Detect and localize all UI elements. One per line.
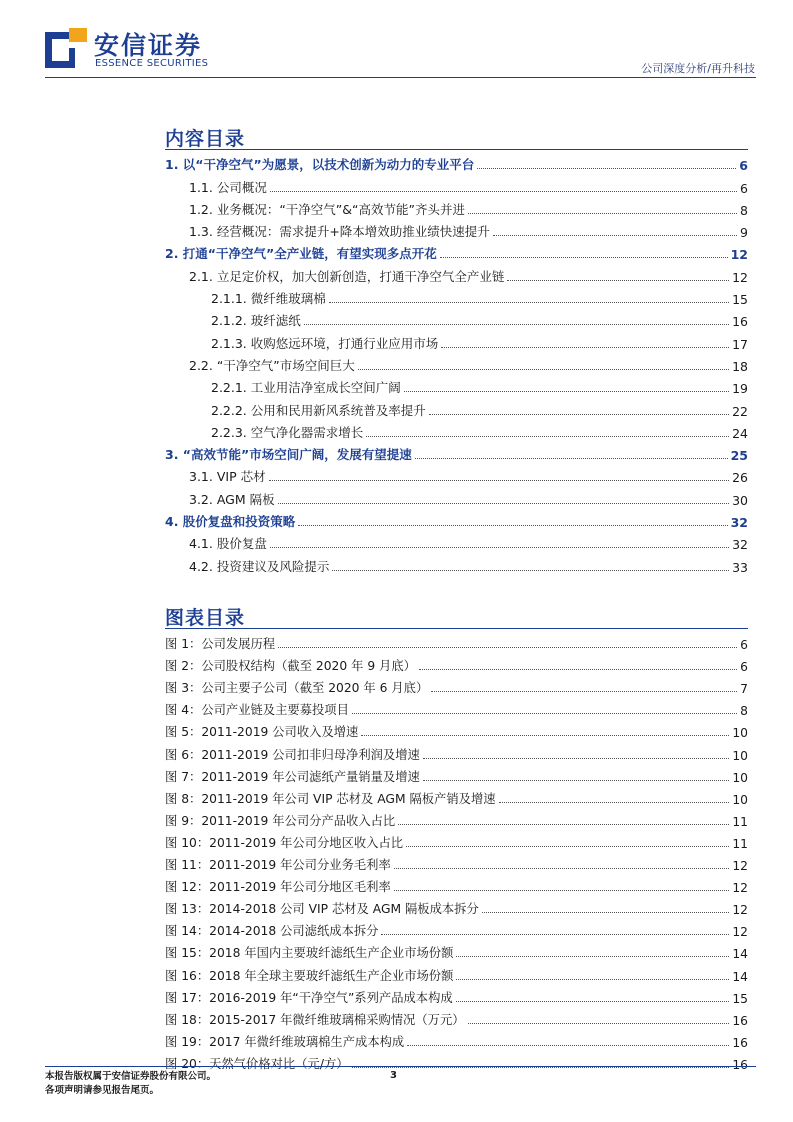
toc-entry-label: 4. 股价复盘和投资策略 xyxy=(165,514,296,530)
dot-leader xyxy=(441,347,729,348)
figure-entry-label: 图 8：2011-2019 年公司 VIP 芯材及 AGM 隔板产销及增速 xyxy=(165,791,496,806)
figure-entry-label: 图 15：2018 年国内主要玻纤滤纸生产企业市场份额 xyxy=(165,946,454,961)
dot-leader xyxy=(429,414,729,415)
figure-entry[interactable] xyxy=(165,1050,748,1072)
dot-leader xyxy=(332,570,729,571)
toc-entry-label: 1.2. 业务概况：“干净空气”&“高效节能”齐头并进 xyxy=(189,201,465,217)
figure-entry[interactable] xyxy=(165,873,748,895)
figure-entry[interactable] xyxy=(165,630,748,652)
toc-entry-page: 12 xyxy=(730,247,748,263)
toc-entry-label: 2.2.3. 空气净化器需求增长 xyxy=(211,424,364,440)
dot-leader xyxy=(404,391,729,392)
lof-title-divider xyxy=(165,628,748,629)
figure-entry-label: 图 3：公司主要子公司（截至 2020 年 6 月底） xyxy=(165,681,429,696)
dot-leader xyxy=(468,1023,730,1024)
toc-entry-page: 22 xyxy=(732,403,748,419)
figure-entry-page: 12 xyxy=(732,925,748,940)
toc-entry-label: 3. “高效节能”市场空间广阔，发展有望提速 xyxy=(165,447,412,463)
dot-leader xyxy=(456,1001,730,1002)
figure-entry-page: 7 xyxy=(740,682,748,697)
dot-leader xyxy=(477,168,736,169)
figure-entry-page: 14 xyxy=(732,969,748,984)
figure-entry-page: 12 xyxy=(732,903,748,918)
footer-notice: 各项声明请参见报告尾页。 xyxy=(45,1085,160,1096)
toc-entry[interactable] xyxy=(165,285,748,307)
dot-leader xyxy=(394,890,730,891)
toc-entry-label: 4.2. 投资建议及风险提示 xyxy=(189,558,330,574)
list-of-figures xyxy=(165,630,748,1072)
toc-entry-label: 1.1. 公司概况 xyxy=(189,179,267,195)
brand-name-en: ESSENCE SECURITIES xyxy=(95,58,209,69)
dot-leader xyxy=(358,369,729,370)
figure-entry-label: 图 13：2014-2018 公司 VIP 芯材及 AGM 隔板成本拆分 xyxy=(165,902,479,917)
toc-entry[interactable] xyxy=(165,329,748,351)
dot-leader xyxy=(381,934,729,935)
dot-leader xyxy=(269,480,730,481)
toc-entry-label: 2.1. 立足定价权，加大创新创造，打通干净空气全产业链 xyxy=(189,268,505,284)
figure-entry[interactable] xyxy=(165,674,748,696)
dot-leader xyxy=(278,503,729,504)
dot-leader xyxy=(270,191,737,192)
dot-leader xyxy=(394,868,730,869)
toc-entry-page: 19 xyxy=(732,381,748,397)
brand-name-cn: 安信证券 xyxy=(94,31,203,60)
toc-entry-label: 2.1.3. 收购悠远环境，打通行业应用市场 xyxy=(211,335,439,351)
dot-leader xyxy=(361,735,729,736)
dot-leader xyxy=(352,713,737,714)
figure-entry-label: 图 20：天然气价格对比（元/方） xyxy=(165,1056,349,1071)
figure-entry-page: 10 xyxy=(732,726,748,741)
toc-entry-label: 2.2. “干净空气”市场空间巨大 xyxy=(189,357,355,373)
dot-leader xyxy=(366,436,729,437)
toc-entry-label: 1. 以“干净空气”为愿景，以技术创新为动力的专业平台 xyxy=(165,157,475,173)
toc-entry-label: 4.1. 股价复盘 xyxy=(189,536,267,552)
toc-entry-label: 2.2.2. 公用和民用新风系统普及率提升 xyxy=(211,402,426,418)
dot-leader xyxy=(493,235,737,236)
figure-entry-page: 11 xyxy=(732,814,748,829)
figure-entry[interactable] xyxy=(165,939,748,961)
figure-entry-page: 6 xyxy=(740,660,748,675)
lof-title: 图表目录 xyxy=(165,607,246,629)
toc-entry[interactable] xyxy=(165,173,748,195)
dot-leader xyxy=(423,780,730,781)
figure-entry-label: 图 5：2011-2019 公司收入及增速 xyxy=(165,725,359,740)
dot-leader xyxy=(423,758,730,759)
figure-entry[interactable] xyxy=(165,718,748,740)
toc-entry[interactable] xyxy=(165,530,748,552)
toc-entry-label: 2.2.1. 工业用洁净室成长空间广阔 xyxy=(211,380,401,396)
toc-entry[interactable] xyxy=(165,262,748,284)
figure-entry[interactable] xyxy=(165,917,748,939)
figure-entry-label: 图 18：2015-2017 年微纤维玻璃棉采购情况（万元） xyxy=(165,1012,465,1027)
figure-entry[interactable] xyxy=(165,851,748,873)
toc-title: 内容目录 xyxy=(165,128,246,150)
figure-entry-label: 图 6：2011-2019 公司扣非归母净利润及增速 xyxy=(165,747,420,762)
dot-leader xyxy=(298,525,727,526)
toc-title-divider xyxy=(165,149,748,150)
toc-entry-page: 8 xyxy=(740,202,748,218)
figure-entry-label: 图 4：公司产业链及主要募投项目 xyxy=(165,703,349,718)
toc-entry[interactable] xyxy=(165,240,748,262)
toc-entry[interactable] xyxy=(165,374,748,396)
page-number: 3 xyxy=(390,1070,397,1081)
figure-entry[interactable] xyxy=(165,763,748,785)
figure-entry-page: 6 xyxy=(740,638,748,653)
toc-entry-page: 24 xyxy=(732,425,748,441)
figure-entry-page: 16 xyxy=(732,1057,748,1072)
header-divider xyxy=(45,77,756,78)
footer-disclaimer xyxy=(45,1070,216,1098)
toc-entry[interactable] xyxy=(165,307,748,329)
toc-entry[interactable] xyxy=(165,485,748,507)
table-of-contents xyxy=(165,151,748,575)
toc-entry-page: 18 xyxy=(732,358,748,374)
figure-entry-label: 图 2：公司股权结构（截至 2020 年 9 月底） xyxy=(165,659,416,674)
figure-entry[interactable] xyxy=(165,785,748,807)
dot-leader xyxy=(304,324,729,325)
figure-entry-page: 14 xyxy=(732,947,748,962)
dot-leader xyxy=(456,956,729,957)
toc-entry-page: 9 xyxy=(740,225,748,241)
figure-entry-label: 图 19：2017 年微纤维玻璃棉生产成本构成 xyxy=(165,1034,405,1049)
toc-entry[interactable] xyxy=(165,552,748,574)
toc-entry[interactable] xyxy=(165,151,748,173)
figure-entry[interactable] xyxy=(165,696,748,718)
figure-entry-label: 图 11：2011-2019 年公司分业务毛利率 xyxy=(165,858,391,873)
figure-entry-label: 图 12：2011-2019 年公司分地区毛利率 xyxy=(165,880,391,895)
figure-entry[interactable] xyxy=(165,961,748,983)
toc-entry-page: 30 xyxy=(732,492,748,508)
figure-entry-page: 10 xyxy=(732,748,748,763)
dot-leader xyxy=(407,1045,729,1046)
dot-leader xyxy=(352,1067,730,1068)
toc-entry[interactable] xyxy=(165,218,748,240)
toc-entry-page: 15 xyxy=(732,292,748,308)
dot-leader xyxy=(507,280,729,281)
figure-entry-page: 8 xyxy=(740,704,748,719)
toc-entry[interactable] xyxy=(165,352,748,374)
figure-entry[interactable] xyxy=(165,740,748,762)
figure-entry-page: 15 xyxy=(732,991,748,1006)
figure-entry-label: 图 1：公司发展历程 xyxy=(165,637,276,652)
dot-leader xyxy=(270,547,729,548)
footer-copyright: 本报告版权属于安信证券股份有限公司。 xyxy=(45,1071,217,1082)
figure-entry-label: 图 7：2011-2019 年公司滤纸产量销量及增速 xyxy=(165,769,420,784)
figure-entry-label: 图 9：2011-2019 年公司分产品收入占比 xyxy=(165,813,396,828)
figure-entry[interactable] xyxy=(165,1006,748,1028)
figure-entry-page: 12 xyxy=(732,859,748,874)
figure-entry[interactable] xyxy=(165,652,748,674)
dot-leader xyxy=(499,802,730,803)
toc-entry[interactable] xyxy=(165,463,748,485)
dot-leader xyxy=(278,647,737,648)
report-type: 公司深度分析/再升科技 xyxy=(641,62,755,75)
dot-leader xyxy=(440,257,728,258)
toc-entry-page: 26 xyxy=(732,470,748,486)
toc-entry-label: 1.3. 经营概况：需求提升+降本增效助推业绩快速提升 xyxy=(189,224,490,240)
figure-entry[interactable] xyxy=(165,807,748,829)
dot-leader xyxy=(329,302,729,303)
toc-entry[interactable] xyxy=(165,508,748,530)
figure-entry-page: 16 xyxy=(732,1035,748,1050)
toc-entry-label: 2.1.2. 玻纤滤纸 xyxy=(211,313,301,329)
dot-leader xyxy=(482,912,730,913)
figure-entry[interactable] xyxy=(165,1028,748,1050)
toc-entry[interactable] xyxy=(165,441,748,463)
toc-entry[interactable] xyxy=(165,419,748,441)
toc-entry-page: 17 xyxy=(732,336,748,352)
figure-entry-page: 16 xyxy=(732,1013,748,1028)
toc-entry-page: 32 xyxy=(730,515,748,531)
figure-entry-page: 10 xyxy=(732,792,748,807)
figure-entry[interactable] xyxy=(165,895,748,917)
figure-entry-label: 图 16：2018 年全球主要玻纤滤纸生产企业市场份额 xyxy=(165,968,454,983)
figure-entry-page: 10 xyxy=(732,770,748,785)
dot-leader xyxy=(431,691,737,692)
page-header xyxy=(0,0,793,80)
toc-entry-page: 32 xyxy=(732,537,748,553)
dot-leader xyxy=(468,213,737,214)
brand-logo-icon xyxy=(45,28,87,70)
dot-leader xyxy=(398,824,729,825)
dot-leader xyxy=(419,669,737,670)
toc-entry[interactable] xyxy=(165,196,748,218)
toc-entry-label: 3.2. AGM 隔板 xyxy=(189,491,275,507)
toc-entry-page: 6 xyxy=(739,158,748,174)
toc-entry-page: 6 xyxy=(740,180,748,196)
toc-entry-page: 16 xyxy=(732,314,748,330)
figure-entry-label: 图 10：2011-2019 年公司分地区收入占比 xyxy=(165,835,404,850)
toc-entry[interactable] xyxy=(165,396,748,418)
toc-entry-page: 25 xyxy=(730,448,748,464)
figure-entry[interactable] xyxy=(165,829,748,851)
dot-leader xyxy=(415,458,728,459)
toc-entry-label: 3.1. VIP 芯材 xyxy=(189,469,266,485)
figure-entry-label: 图 14：2014-2018 公司滤纸成本拆分 xyxy=(165,924,379,939)
dot-leader xyxy=(406,846,729,847)
figure-entry-label: 图 17：2016-2019 年“干净空气”系列产品成本构成 xyxy=(165,990,453,1005)
figure-entry-page: 11 xyxy=(732,836,748,851)
figure-entry[interactable] xyxy=(165,984,748,1006)
footer-divider xyxy=(45,1066,756,1067)
dot-leader xyxy=(456,979,729,980)
toc-entry-page: 12 xyxy=(732,269,748,285)
toc-entry-label: 2. 打通“干净空气”全产业链，有望实现多点开花 xyxy=(165,246,437,262)
figure-entry-page: 12 xyxy=(732,881,748,896)
toc-entry-page: 33 xyxy=(732,559,748,575)
toc-entry-label: 2.1.1. 微纤维玻璃棉 xyxy=(211,291,326,307)
